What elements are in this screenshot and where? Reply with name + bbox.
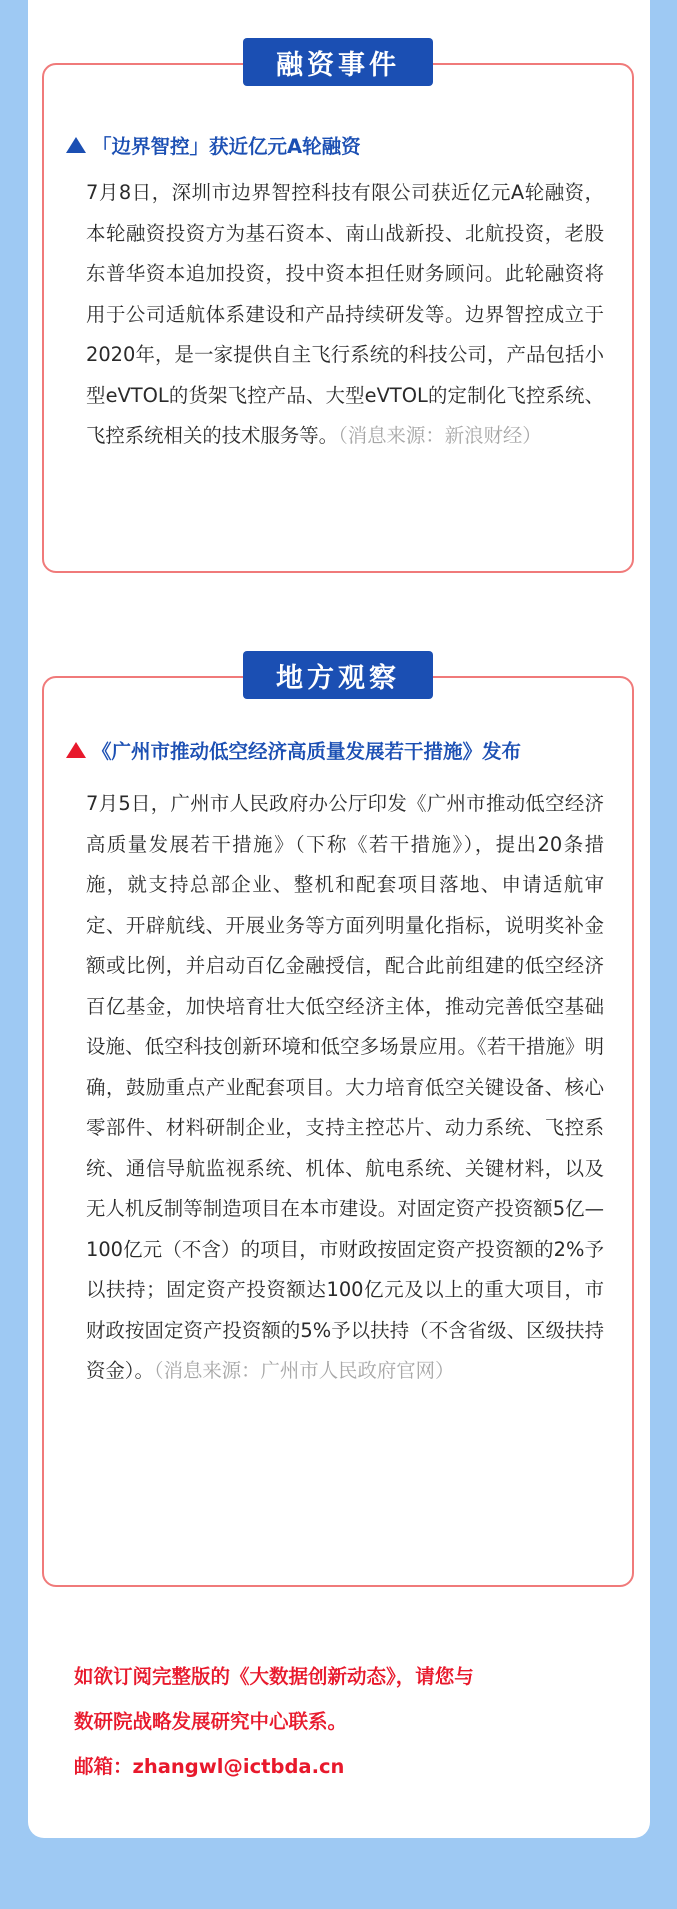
local-source: （消息来源：广州市人民政府官网） (153, 1359, 455, 1382)
footer-email[interactable]: 邮箱：zhangwl@ictbda.cn (74, 1755, 345, 1778)
local-observation-section (42, 662, 634, 1587)
financing-headline-text: 「边界智控」获近亿元A轮融资 (92, 135, 361, 158)
section-title-financing: 融资事件 (243, 38, 433, 86)
subscription-footer (74, 1654, 474, 1789)
newsletter-page (28, 0, 650, 1838)
footer-line-2: 数研院战略发展研究中心联系。 (74, 1710, 348, 1733)
financing-source: （消息来源：新浪财经） (338, 424, 542, 447)
financing-body-text: 7月8日，深圳市边界智控科技有限公司获近亿元A轮融资，本轮融资投资方为基石资本、南山战新投、北航投资，老股东普华资本追加投资，投中资本担任财务顾问。此轮融资将用于公司适航体系建设和产品持续研发等。边界智控成立于2020年，是一家提供自主飞行系统的科技公司，产品包括小型eVTOL的货架飞控产品、大型eVTOL的定制化飞控系统、飞控系统相关的技术服务等。 (86, 181, 604, 447)
triangle-bullet-icon (66, 137, 86, 153)
local-body (86, 784, 604, 1392)
local-headline-text: 《广州市推动低空经济高质量发展若干措施》发布 (92, 740, 522, 763)
footer-line-1: 如欲订阅完整版的《大数据创新动态》，请您与 (74, 1665, 474, 1688)
financing-events-section (42, 49, 634, 573)
local-body-text: 7月5日，广州市人民政府办公厅印发《广州市推动低空经济高质量发展若干措施》（下称《若干措施》），提出20条措施，就支持总部企业、整机和配套项目落地、申请适航审定、开辟航线、开展业务等方面列明量化指标，说明奖补金额或比例，并启动百亿金融授信，配合此前组建的低空经济百亿基金，加快培育壮大低空经济主体，推动完善低空基础设施、低空科技创新环境和低空多场景应用。《若干措施》明确，鼓励重点产业配套项目。大力培育低空关键设备、核心零部件、材料研制企业，支持主控芯片、动力系统、飞控系统、通信导航监视系统、机体、航电系统、关键材料，以及无人机反制等制造项目在本市建设。对固定资产投资额5亿—100亿元（不含）的项目，市财政按固定资产投资额的2%予以扶持；固定资产投资额达100亿元及以上的重大项目，市财政按固定资产投资额的5%予以扶持（不含省级、区级扶持资金）。 (86, 792, 604, 1382)
financing-headline (66, 131, 616, 159)
section-title-local: 地方观察 (243, 651, 433, 699)
financing-body (86, 173, 604, 457)
triangle-bullet-icon (66, 742, 86, 758)
local-headline (66, 736, 616, 764)
